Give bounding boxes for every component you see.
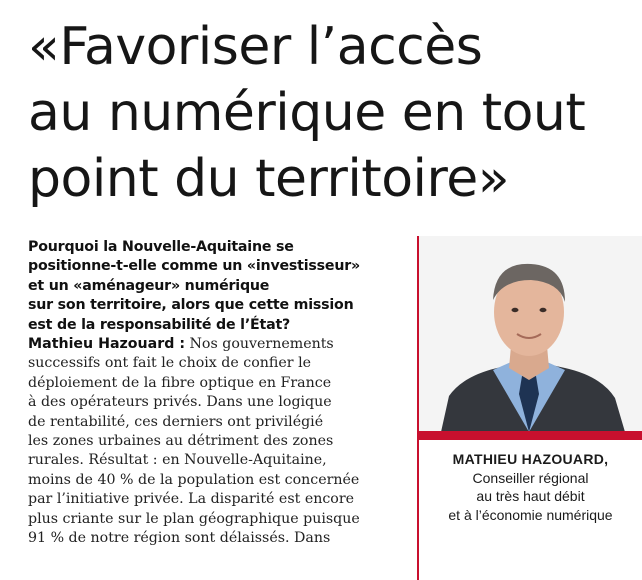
portrait-caption — [419, 450, 642, 524]
question-line: positionne-t-elle comme un «investisseur» — [28, 258, 360, 275]
headline-line: au numérique en tout — [28, 83, 586, 143]
caption-role-line: et à l’économie numérique — [448, 506, 613, 523]
answer-line — [28, 335, 403, 354]
answer-line: déploiement de la fibre optique en France — [28, 374, 332, 391]
answer-line: moins de 40 % de la population est concernée — [28, 471, 360, 488]
interview-question — [28, 238, 403, 335]
headline-line: point du territoire» — [28, 149, 510, 209]
question-line: est de la responsabilité de l’État? — [28, 316, 291, 333]
answer-line: les zones urbaines au détriment des zones — [28, 433, 334, 450]
question-line: et un «aménageur» numérique — [28, 277, 270, 294]
speaker-name: Mathieu Hazouard : — [28, 336, 185, 353]
caption-accent-bar — [419, 431, 642, 440]
headline-line: «Favoriser l’accès — [28, 17, 483, 77]
answer-line: successifs ont fait le choix de confier le — [28, 355, 312, 372]
question-line: Pourquoi la Nouvelle-Aquitaine se — [28, 239, 294, 255]
headline — [28, 14, 628, 212]
answer-line: rurales. Résultat : en Nouvelle-Aquitaine, — [28, 452, 327, 469]
caption-name: MATHIEU HAZOUARD, — [452, 451, 609, 467]
answer-text: Nos gouvernements — [185, 336, 334, 353]
portrait-illustration — [419, 236, 642, 432]
question-line: sur son territoire, alors que cette mission — [28, 297, 354, 314]
portrait-photo — [419, 236, 642, 432]
answer-line: de rentabilité, ces derniers ont privilégié — [28, 413, 324, 430]
answer-line: 91 % de notre région sont délaissés. Dans — [28, 530, 331, 547]
caption-role-line: au très haut débit — [476, 488, 585, 504]
interview-answer — [28, 335, 403, 548]
answer-line: par l’initiative privée. La disparité est encore — [28, 491, 355, 508]
answer-line: plus criante sur le plan géographique puisque — [28, 510, 360, 527]
article-body — [28, 238, 403, 580]
caption-role-line: Conseiller régional — [472, 469, 589, 486]
answer-line: à des opérateurs privés. Dans une logique — [28, 394, 332, 411]
